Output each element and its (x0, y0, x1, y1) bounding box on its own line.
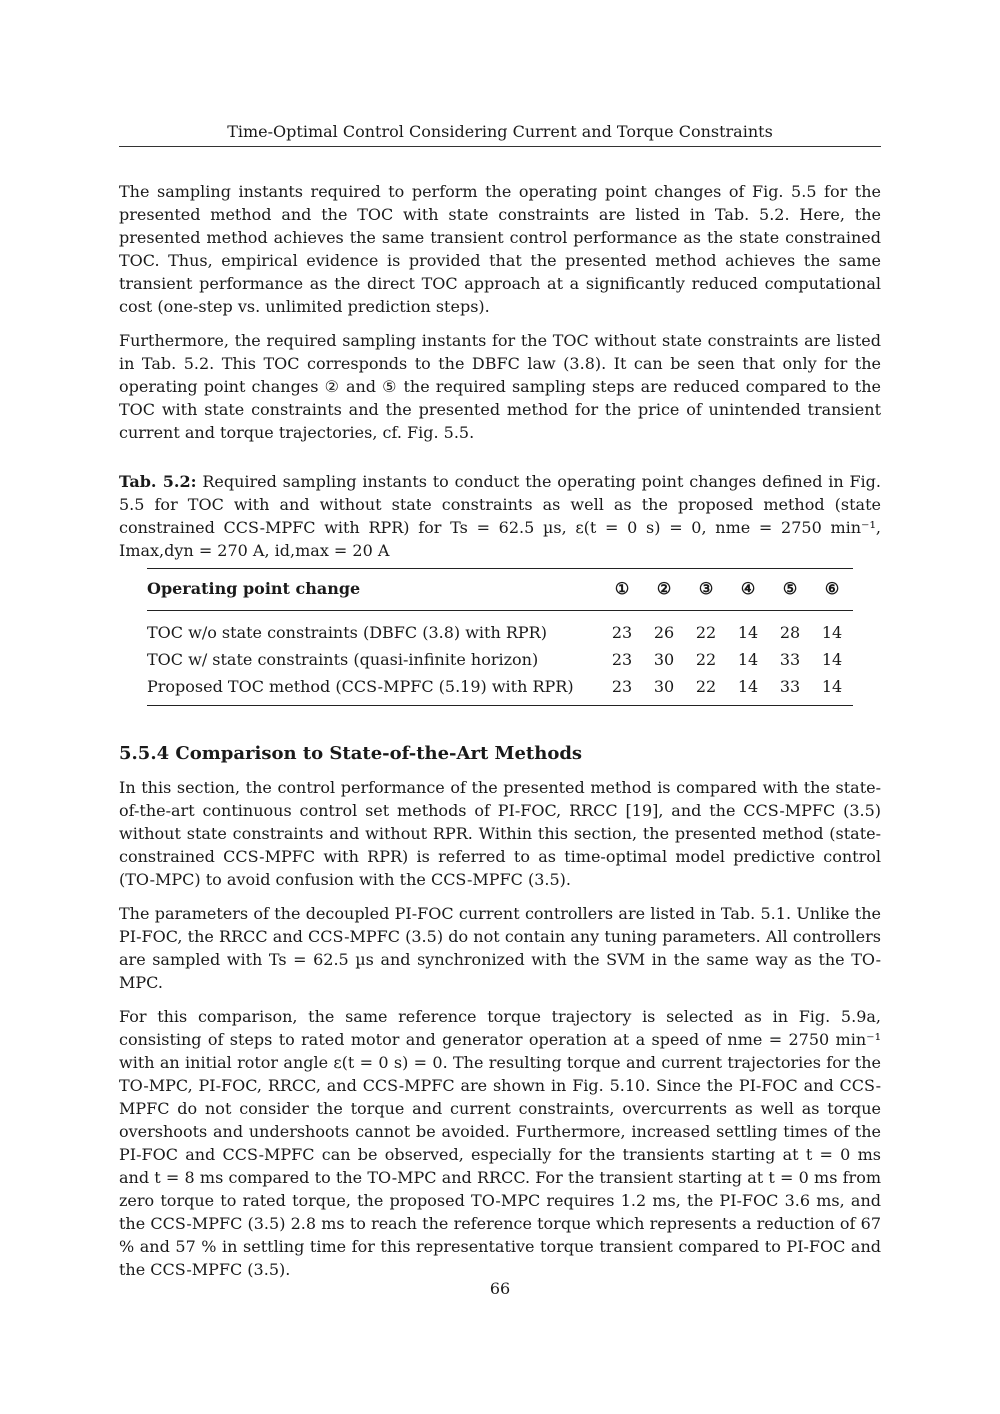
table-cell: 14 (821, 623, 843, 642)
table-cell: 28 (779, 623, 801, 642)
table-header-col-6: ⑥ (811, 569, 853, 611)
table-row (147, 673, 853, 706)
paragraph-section-intro: In this section, the control performance of the presented method is compared with the state-of-the-art continuous control set methods of PI-FOC, RRCC [19], and the CCS-MPFC (3.5) without state constraints and without RPR. Within this section, the presented method (state-constrained CCS-MPFC with RPR) is referred to as time-optimal model predictive control (TO-MPC) to avoid confusion with the CCS-MPFC (3.5). (119, 778, 881, 889)
paragraph-pi-foc-parameters: The parameters of the decoupled PI-FOC current controllers are listed in Tab. 5.1. Unlike the PI-FOC, the RRCC and CCS-MPFC (3.5) do not contain any tuning parameters. All controllers are sampled with Ts = 62.5 µs and synchronized with the SVM in the same way as the TO-MPC. (119, 904, 881, 992)
table-header-col-5: ⑤ (769, 569, 811, 611)
table-caption-text: Required sampling instants to conduct the operating point changes defined in Fig. 5.5 for TOC with and without state constraints as well as the proposed method (state constrained CCS-MPFC with RPR) for Ts = 62.5 µs, ε(t = 0 s) = 0, nme = 2750 min⁻¹, Imax,dyn = 270 A, id,max = 20 A (119, 472, 881, 560)
table-cell: 23 (611, 677, 633, 696)
page-number: 66 (489, 1279, 511, 1298)
paragraph-toc-without-constraints: Furthermore, the required sampling instants for the TOC without state constraints are listed in Tab. 5.2. This TOC corresponds to the DBFC law (3.8). It can be seen that only for the operating point changes ② and ⑤ the required sampling steps are reduced compared to the TOC with state constraints and the presented method for the price of unintended transient current and torque trajectories, cf. Fig. 5.5. (119, 331, 881, 442)
table-caption (119, 470, 881, 562)
table-row (147, 646, 853, 673)
table-caption-label: Tab. 5.2: (119, 472, 197, 491)
table-header-col-2: ② (643, 569, 685, 611)
row-label: TOC w/ state constraints (quasi-infinite horizon) (147, 650, 539, 669)
table-cell: 14 (821, 650, 843, 669)
table-cell: 30 (653, 650, 675, 669)
table-cell: 14 (737, 650, 759, 669)
table-cell: 22 (695, 677, 717, 696)
table-cell: 23 (611, 650, 633, 669)
table-header-col-1: ① (601, 569, 643, 611)
table-cell: 33 (779, 650, 801, 669)
table-cell: 14 (821, 677, 843, 696)
table-header-row (147, 569, 853, 611)
table-cell: 30 (653, 677, 675, 696)
row-label: Proposed TOC method (CCS-MPFC (5.19) with RPR) (147, 677, 574, 696)
table-cell: 33 (779, 677, 801, 696)
table-cell: 22 (695, 650, 717, 669)
body-text (119, 180, 881, 1292)
table-header-col-3: ③ (685, 569, 727, 611)
paragraph-sampling-instants: The sampling instants required to perform the operating point changes of Fig. 5.5 for the presented method and the TOC with state constraints are listed in Tab. 5.2. Here, the presented method achieves the same transient control performance as the state constrained TOC. Thus, empirical evidence is provided that the presented method achieves the same transient performance as the direct TOC approach at a significantly reduced computational cost (one-step vs. unlimited prediction steps). (119, 182, 881, 316)
table-row (147, 611, 853, 647)
sampling-instants-table (147, 568, 853, 706)
table-cell: 22 (695, 623, 717, 642)
table-header-label: Operating point change (147, 569, 601, 611)
table-header-col-4: ④ (727, 569, 769, 611)
row-label: TOC w/o state constraints (DBFC (3.8) with RPR) (147, 623, 547, 642)
table-cell: 26 (653, 623, 675, 642)
table-cell: 14 (737, 623, 759, 642)
running-header: Time-Optimal Control Considering Current and Torque Constraints (119, 122, 881, 147)
section-heading: 5.5.4 Comparison to State-of-the-Art Methods (119, 743, 583, 764)
table-cell: 14 (737, 677, 759, 696)
table-cell: 23 (611, 623, 633, 642)
paragraph-comparison-results: For this comparison, the same reference torque trajectory is selected as in Fig. 5.9a, consisting of steps to rated motor and generator operation at a speed of nme = 2750 min⁻¹ with an initial rotor angle ε(t = 0 s) = 0. The resulting torque and current trajectories for the TO-MPC, PI-FOC, RRCC, and CCS-MPFC are shown in Fig. 5.10. Since the PI-FOC and CCS-MPFC do not consider the torque and current constraints, overcurrents as well as torque overshoots and undershoots cannot be avoided. Furthermore, increased settling times of the PI-FOC and CCS-MPFC can be observed, especially for the transients starting at t = 0 ms and t = 8 ms compared to the TO-MPC and RRCC. For the transient starting at t = 0 ms from zero torque to rated torque, the proposed TO-MPC requires 1.2 ms, the PI-FOC 3.6 ms, and the CCS-MPFC (3.5) 2.8 ms to reach the reference torque which represents a reduction of 67 % and 57 % in settling time for this representative torque transient compared to PI-FOC and the CCS-MPFC (3.5). (119, 1007, 881, 1279)
